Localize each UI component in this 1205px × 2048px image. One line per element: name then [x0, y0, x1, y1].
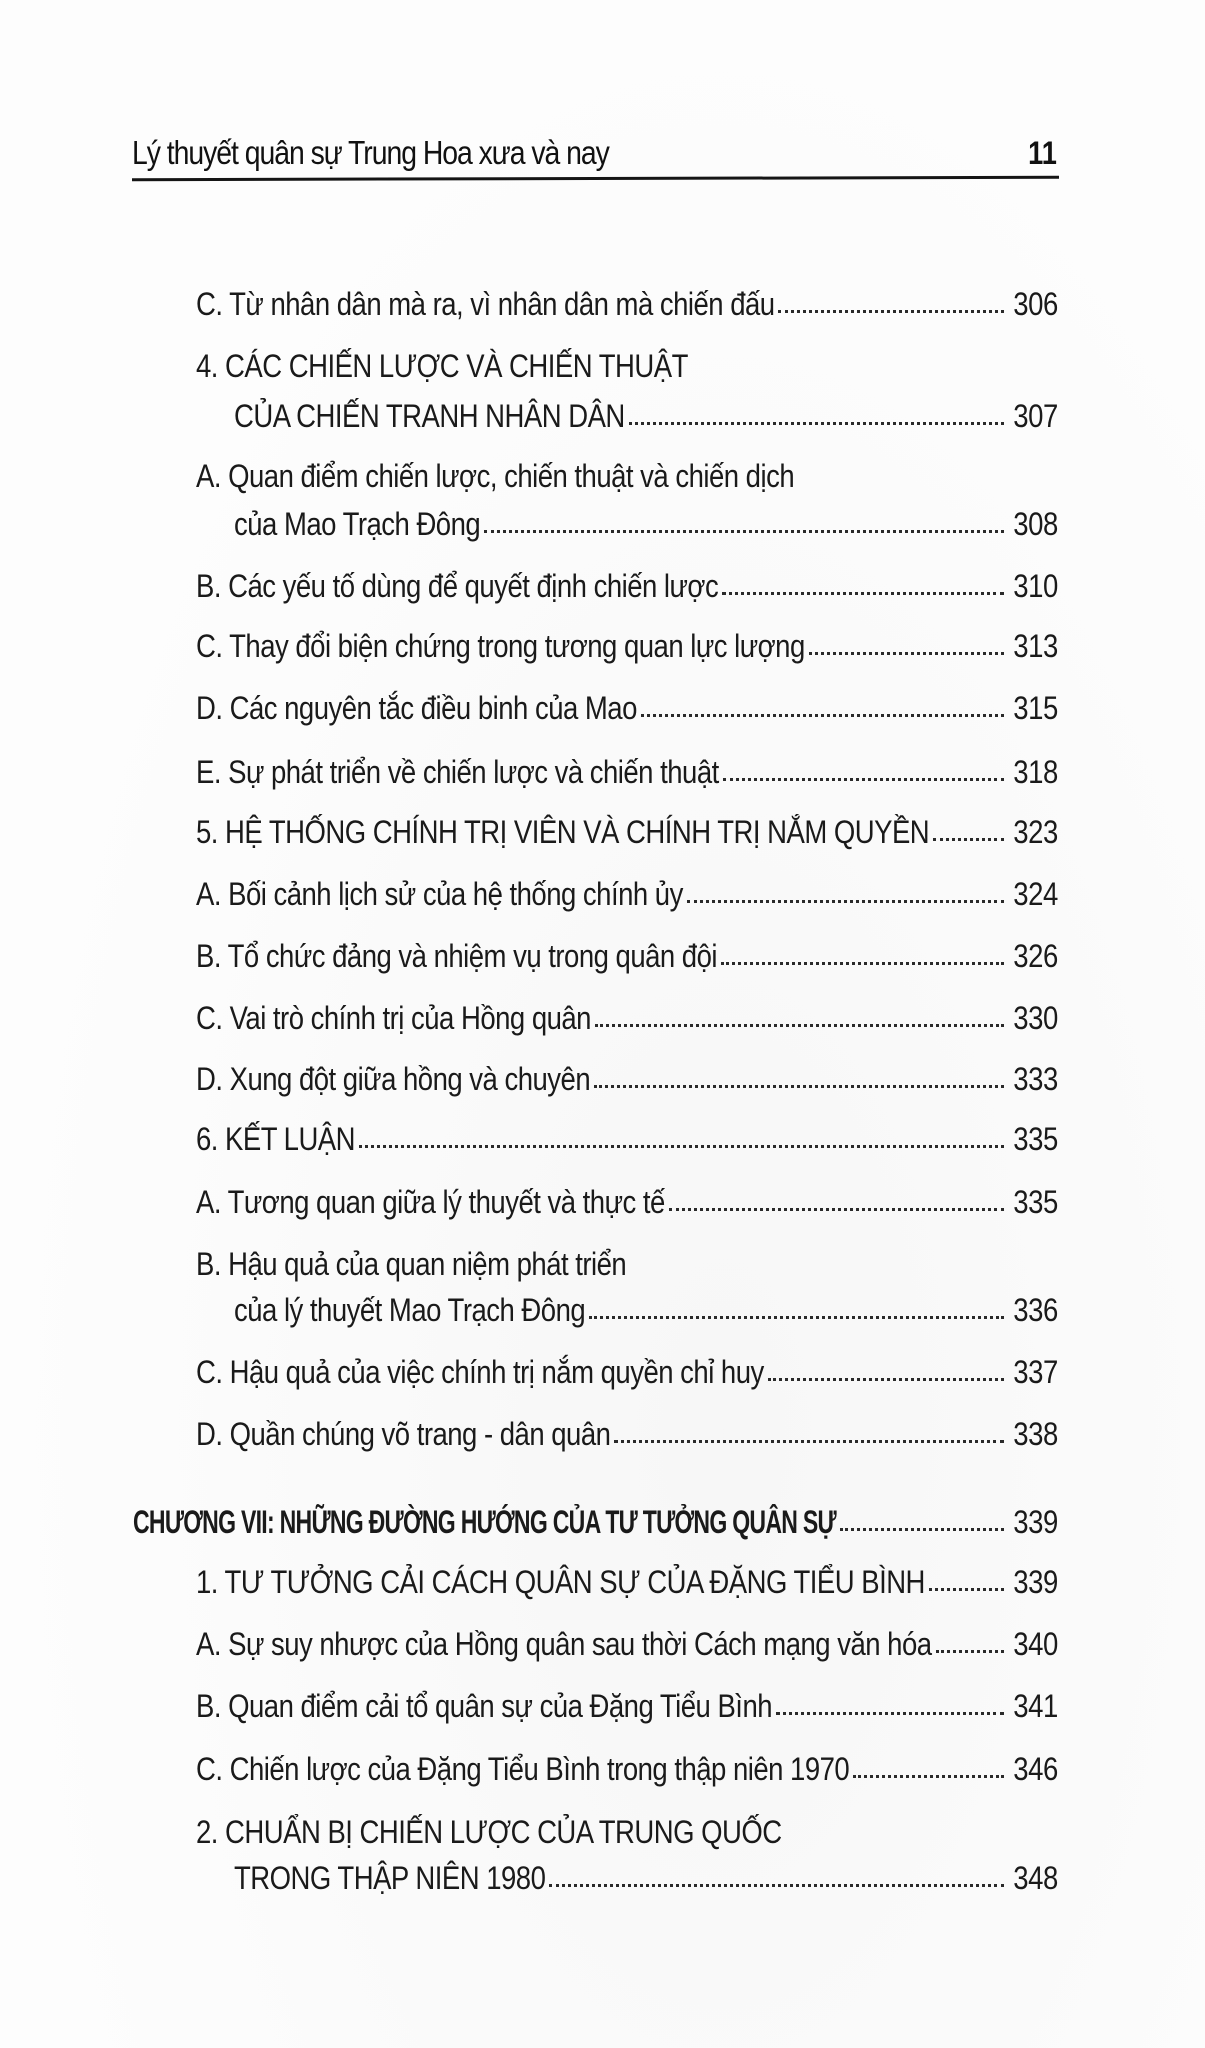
dot-leader	[776, 1712, 1004, 1715]
toc-entry-title: 2. CHUẨN BỊ CHIẾN LƯỢC CỦA TRUNG QUỐC	[196, 1814, 782, 1850]
toc-entry-title: 1. TƯ TƯỞNG CẢI CÁCH QUÂN SỰ CỦA ĐẶNG TIỂU BÌNH	[196, 1564, 925, 1600]
toc-entry-title: E. Sự phát triển về chiến lược và chiến thuật	[196, 754, 719, 790]
toc-entry-title-cont: của Mao Trạch Đông	[234, 506, 481, 542]
dot-leader	[629, 422, 1004, 425]
dot-leader	[721, 962, 1004, 965]
toc-entry	[196, 456, 1058, 544]
toc-entry-page: 308	[1013, 506, 1058, 542]
dot-leader	[809, 652, 1004, 655]
toc-entry-title: B. Hậu quả của quan niệm phát triển	[196, 1246, 627, 1282]
toc-entry	[196, 1686, 1058, 1726]
toc-entry	[196, 284, 1058, 324]
running-header	[132, 128, 1059, 180]
toc-entry-page: 307	[1013, 398, 1058, 434]
toc-entry-page: 323	[1013, 814, 1058, 850]
toc-entry-title: C. Hậu quả của việc chính trị nắm quyền chỉ huy	[196, 1354, 764, 1390]
toc-entry-title: C. Từ nhân dân mà ra, vì nhân dân mà chiến đấu	[196, 286, 775, 322]
dot-leader	[936, 1650, 1004, 1653]
toc-entry	[196, 566, 1058, 606]
dot-leader	[722, 592, 1004, 595]
toc-entry-title: D. Xung đột giữa hồng và chuyên	[196, 1061, 591, 1097]
toc-entry	[196, 1244, 1058, 1330]
dot-leader	[723, 778, 1005, 781]
toc-entry-page: 335	[1013, 1121, 1058, 1157]
dot-leader	[594, 1085, 1004, 1088]
dot-leader	[669, 1208, 1004, 1211]
toc-entry	[196, 1812, 1058, 1898]
toc-entry	[196, 1119, 1058, 1159]
dot-leader	[687, 900, 1004, 903]
dot-leader	[589, 1316, 1004, 1319]
dot-leader	[929, 1588, 1005, 1591]
toc-entry-page: 340	[1013, 1626, 1058, 1662]
toc-entry-page: 341	[1013, 1688, 1058, 1724]
toc-entry-title: A. Tương quan giữa lý thuyết và thực tế	[196, 1184, 665, 1220]
toc-entry-page: 339	[1013, 1504, 1058, 1540]
toc-entry	[196, 626, 1058, 666]
toc-entry-page: 318	[1013, 754, 1058, 790]
toc-entry-page: 335	[1013, 1184, 1058, 1220]
toc-entry	[196, 1182, 1058, 1222]
toc-entry-page: 330	[1013, 1000, 1058, 1036]
dot-leader	[484, 530, 1004, 533]
toc-entry-page: 337	[1013, 1354, 1058, 1390]
dot-leader	[359, 1145, 1004, 1148]
dot-leader	[549, 1884, 1004, 1887]
toc-entry-title: 5. HỆ THỐNG CHÍNH TRỊ VIÊN VÀ CHÍNH TRỊ NẮM QUYỀN	[196, 814, 930, 850]
toc-entry	[196, 346, 1058, 436]
toc-entry	[196, 688, 1058, 728]
toc-entry-page: 339	[1013, 1564, 1058, 1600]
toc-entry-title: B. Tổ chức đảng và nhiệm vụ trong quân đội	[196, 938, 717, 974]
toc-entry	[196, 1624, 1058, 1664]
toc-entry-title: 4. CÁC CHIẾN LƯỢC VÀ CHIẾN THUẬT	[196, 348, 688, 384]
toc-entry-title-cont: CỦA CHIẾN TRANH NHÂN DÂN	[234, 398, 625, 434]
toc-entry-title: 6. KẾT LUẬN	[196, 1121, 356, 1157]
toc-entry-page: 348	[1013, 1860, 1058, 1896]
toc-entry-page: 324	[1013, 876, 1058, 912]
toc-entry-title: A. Quan điểm chiến lược, chiến thuật và chiến dịch	[196, 458, 795, 494]
dot-leader	[768, 1378, 1004, 1381]
toc-entry-page: 338	[1013, 1416, 1058, 1452]
toc-entry-page: 336	[1013, 1292, 1058, 1328]
toc-entry-title-cont: của lý thuyết Mao Trạch Đông	[234, 1292, 586, 1328]
running-title: Lý thuyết quân sự Trung Hoa xưa và nay	[132, 134, 609, 171]
toc-entry-title: A. Bối cảnh lịch sử của hệ thống chính ủy	[196, 876, 683, 912]
toc-entry-title-cont: TRONG THẬP NIÊN 1980	[234, 1860, 546, 1896]
toc-chapter-heading	[133, 1502, 1058, 1542]
dot-leader	[595, 1024, 1004, 1027]
dot-leader	[778, 310, 1004, 313]
dot-leader	[614, 1440, 1004, 1443]
toc-entry	[196, 1352, 1058, 1392]
toc-entry	[196, 1414, 1058, 1454]
toc-entry	[196, 752, 1058, 792]
toc-entry	[196, 1562, 1058, 1602]
toc-entry-page: 315	[1013, 690, 1058, 726]
toc-entry-title: A. Sự suy nhược của Hồng quân sau thời Cách mạng văn hóa	[196, 1626, 932, 1662]
toc-entry-title: C. Thay đổi biện chứng trong tương quan lực lượng	[196, 628, 805, 664]
toc-entry-title: B. Quan điểm cải tổ quân sự của Đặng Tiểu Bình	[196, 1688, 773, 1724]
toc-entry-page: 313	[1013, 628, 1058, 664]
toc-chapter-title: CHƯƠNG VII: NHỮNG ĐƯỜNG HƯỚNG CỦA TƯ TƯỞNG QUÂN SỰ	[133, 1504, 836, 1540]
toc-entry-page: 310	[1013, 568, 1058, 604]
dot-leader	[933, 838, 1004, 841]
toc-entry	[196, 998, 1058, 1038]
toc-entry-page: 306	[1013, 286, 1058, 322]
dot-leader	[840, 1528, 1004, 1531]
dot-leader	[641, 714, 1005, 717]
toc-entry-page: 326	[1013, 938, 1058, 974]
toc-entry	[196, 936, 1058, 976]
header-rule	[132, 176, 1059, 181]
page-number: 11	[1028, 135, 1057, 171]
toc-entry-page: 346	[1013, 1751, 1058, 1787]
toc-entry	[196, 1749, 1058, 1789]
toc-entry-title: C. Vai trò chính trị của Hồng quân	[196, 1000, 591, 1036]
toc-entry	[196, 812, 1058, 852]
toc-entry-title: B. Các yếu tố dùng để quyết định chiến lược	[196, 568, 719, 604]
toc-entry	[196, 874, 1058, 914]
toc-entry-title: D. Quần chúng võ trang - dân quân	[196, 1416, 611, 1452]
toc-entry-title: D. Các nguyên tắc điều binh của Mao	[196, 690, 637, 726]
dot-leader	[853, 1775, 1004, 1778]
toc-entry	[196, 1059, 1058, 1099]
toc-entry-title: C. Chiến lược của Đặng Tiểu Bình trong thập niên 1970	[196, 1751, 850, 1787]
toc-entry-page: 333	[1013, 1061, 1058, 1097]
